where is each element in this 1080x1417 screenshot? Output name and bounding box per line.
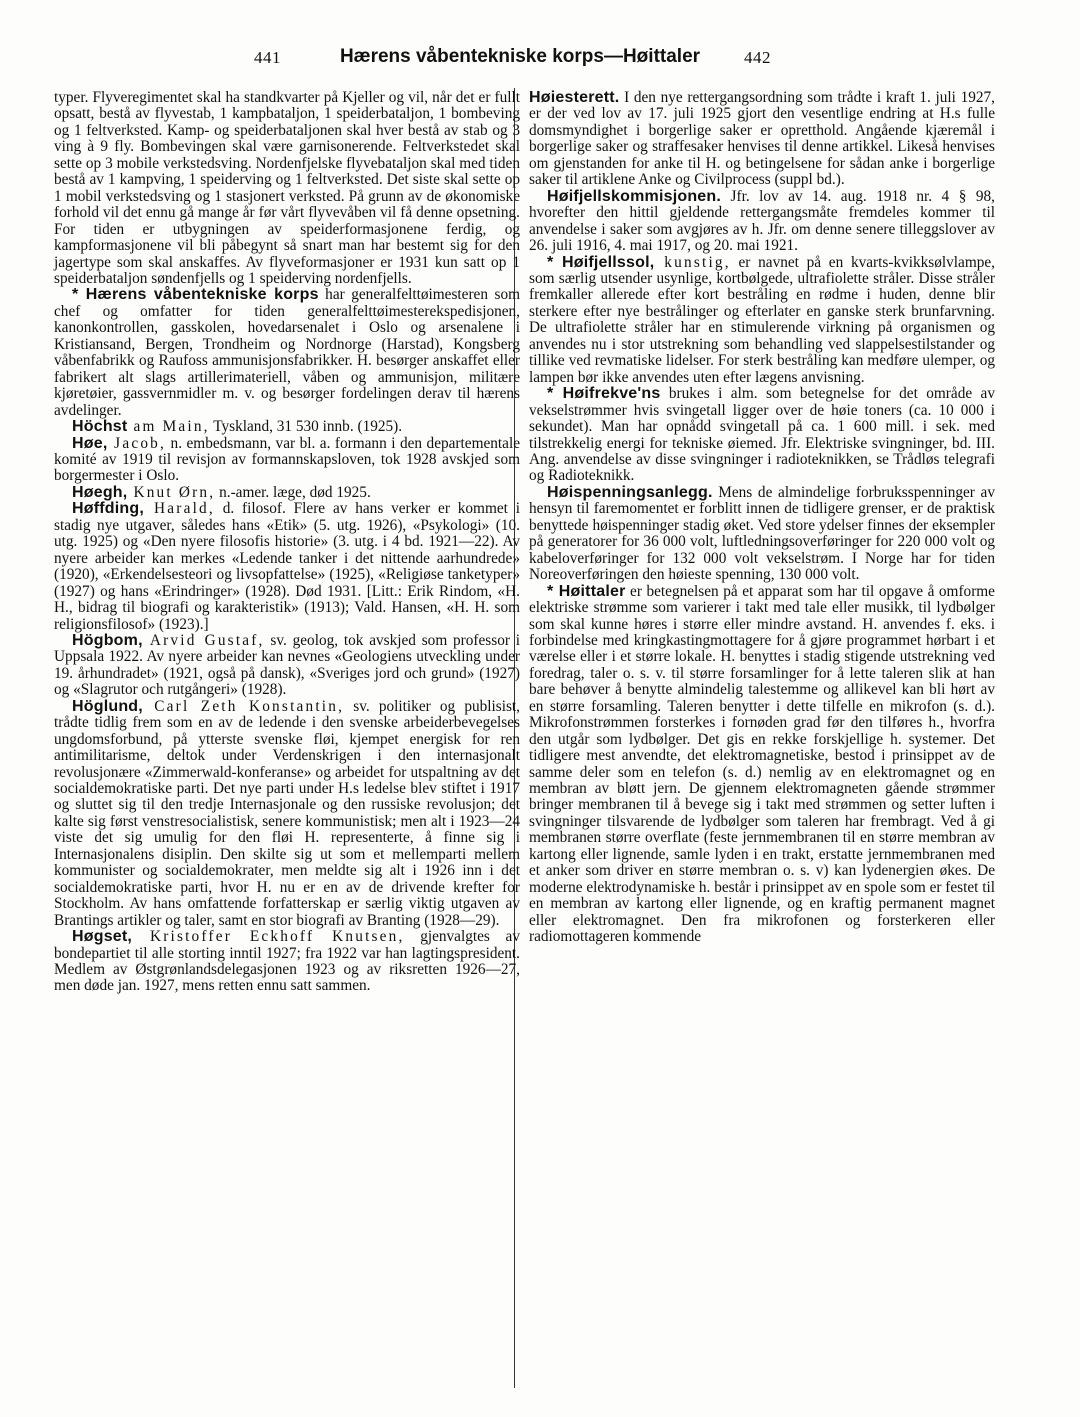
entry-headword: Høispenningsanlegg. <box>547 483 713 501</box>
page-number-right: 442 <box>744 48 771 67</box>
entry-text: er betegnelsen på et apparat som har til opgave å omforme elektriske strømme som varierer i takt med tale eller musikk, til lydbølger som skal kunne høres i større eller mindre avstand. H. anvendes f. eks. i forbindelse med kringkastingmottagere for å gjøre programmet hørbart i et værelse eller i et større lokale. H. benyttes i stadig stigende utstrekning ved foredrag, taler o. s. v. til større forsamlinger for å lette taleren slik at han bare behøver å benytte almindelig talestemme og allikevel kan bli hørt av en større forsamling. Taleren benytter i dette tilfelle en mikrofon (s. d.). Mikrofonstrømmen forsterkes i fornøden grad før den tilføres h., hvorfra den utgår som lydbølger. Det gis en rekke forskjellige h. systemer. Det tidligere mest anvendte, det elektromagnetiske, bestod i prinsippet av de samme deler som en telefon (s. d.) nemlig av en elektromagnet og en membran av bløtt jern. De gjennem elektromagneten gående strømmer bringer membranen til å bevege sig i takt med strømmen og setter luften i svingninger tilsvarende de lydbølger som taleren har frembragt. Ved å gi membranen større overflate (feste jernmembranen til en større membran av kartong eller lignende, samle lyden i en trakt, erstatte jernmembranen med et anker som driver en større membran o. s. v) kan lydenergien økes. De moderne elektrodynamiske h. består i prinsippet av en spole som er festet til en membran av kartong eller lignende, og en kraftig permanent magnet eller elektromagnet. Den fra mikrofonen og forsterkeren eller radiomottageren kommende <box>529 582 996 946</box>
entry-spaced-name: kunstig, <box>654 253 731 271</box>
dictionary-entry <box>54 436 520 485</box>
dictionary-entry <box>529 584 995 946</box>
dictionary-entry <box>529 255 995 387</box>
entry-headword: Høe, <box>72 434 108 452</box>
entry-text: har generalfelttøimesteren som chef og omfatter for tiden generalfelttøimesterekspedisjonen, kanonkontrollen, gasskolen, hovedarsenalet i Oslo og arsenalene i Kristiansand, Bergen, Trondheim og Nordnorge (Harstad), Kongsberg våbenfabrikk og Raufoss ammunisjonsfabrikker. H. besørger anskaffet eller fabrikert alt slags artillerimateriell, våben og ammunisjon, militære kjøretøier, gassvernmidler m. v. og besørger fordelingen derav til hærens avdelinger. <box>54 286 520 419</box>
entry-headword: * Høittaler <box>547 582 626 600</box>
entry-headword: Höglund, <box>72 697 143 715</box>
entry-text: brukes i alm. som betegnelse for det område av vekselstrømmer hvis svingetall ligger over de høie toners (ca. 10 000 i sekundet). Man har opnådd svingetall på ca. 1 600 mill. i sek. med tilstrekkelig energi for tekniske øiemed. Jfr. Elektriske svingninger, bd. III. Ang. anvendelse av disse svingninger i radioteknikken, se Trådløs telegrafi og Radioteknikk. <box>529 385 995 485</box>
entry-text: Mens de almindelige forbruksspenninger av hensyn til faremomentet er forblitt innen de tidligere grenser, er de praktisk benyttede høispenninger stadig øket. Ved store ydelser finnes der eksempler på generatorer for 36 000 volt, luftledningsoverføringer for 220 000 volt og kabeloverføringer for 132 000 volt vekselstrøm. I Norge har for tiden Noreoverføringen den høieste spenning, 130 000 volt. <box>529 483 995 584</box>
dictionary-entry <box>54 633 520 699</box>
entry-text: I den nye rettergangsordning som trådte i kraft 1. juli 1927, er der ved lov av 17. juli 1925 gjort den vesentlige endring at H.s fulle domsmyndighet i borgerlige saker er opretthold. Angående kjæremål i borgerlige saker og straffesaker henvises til denne artikkel. Likeså henvises om gjenstanden for anke til H. og betingelsene for sådan anke i borgerlige saker til artiklene Anke og Civilprocess (suppl bd.). <box>529 89 995 189</box>
dictionary-entry <box>529 485 995 584</box>
entry-text: er navnet på en kvarts-kvikksølvlampe, som særlig utsender usynlige, kortbølgede, ultrafiolette stråler. Disse stråler fremkaller allerede efter kort bestråling en rødme i huden, denne blir sterkere efter nye bestrålinger og efterlater en ganske sterk brunfarvning. De ultrafiolette stråler har en stimulerende virkning på organismen og anvendes nu i stor utstrekning som behandling ved slappelsestilstander og tillike ved revmatiske lidelser. For sterk bestråling kan medføre ulemper, og lampen bør ikke anvendes uten efter lægens anvisning. <box>529 253 995 386</box>
dictionary-entry <box>54 90 520 287</box>
entry-headword: Høifjellskommisjonen. <box>547 187 722 205</box>
entry-headword: * Høifrekve'ns <box>547 385 661 403</box>
entry-spaced-name: Kristoffer Eckhoff Knutsen, <box>132 928 405 946</box>
left-column <box>54 90 520 995</box>
page-header <box>0 46 1080 72</box>
entry-text: n.-amer. læge, død 1925. <box>215 483 371 501</box>
entry-spaced-name: Arvid Gustaf, <box>142 631 265 649</box>
dictionary-entry <box>54 699 520 929</box>
entry-spaced-name: Carl Zeth Konstantin, <box>142 697 345 715</box>
dictionary-entry <box>54 485 520 501</box>
entry-headword: * Høifjellssol, <box>547 253 655 271</box>
entry-headword: Høiesterett. <box>529 89 620 106</box>
entry-text: d. filosof. Flere av hans verker er kommet i stadig nye utgaver, således hans «Etik» (5. utg. 1926), «Psykologi» (10. utg. 1925) og «Den nyere filosofis historie» (3. utg. i 4 bd. 1921—22). Av nyere arbeider kan merkes «Ledende tanker i det nittende aarhundrede» (1920), «Erkendelsesteori og livsopfattelse» (1925), «Religiøse tanketyper» (1927) og hans «Erindringer» (1928). Død 1931. [Litt.: Erik Rindom, «H. H., bidrag til biografi og karakteristik» (1913); Vald. Hansen, «H. H. som religionsfilosof» (1923).] <box>54 500 520 633</box>
entry-headword: Höchst <box>72 418 128 436</box>
running-title: Hærens våbentekniske korps—Høittaler <box>339 46 701 67</box>
entry-headword: Høgset, <box>72 928 133 946</box>
entry-text: typer. Flyveregimentet skal ha standkvarter på Kjeller og vil, når det er fullt opsatt, bestå av flyvestab, 1 kampbataljon, 1 speiderbataljon, 1 bombeving og 1 feltverksted. Kamp- og speiderbataljonen skal hver bestå av stab og 3 ving à 9 fly. Bombevingen skal være garnisonerende. Feltverkstedet skal sette op 3 mobile verkstedsving. Nordenfjelske flyvebataljon skal med tiden bestå av 1 kampving, 1 speiderving og 1 feltverksted. Det siste skal sette op 1 mobil verkstedsving og 1 stasjonert verksted. På grunn av de økonomiske forhold vil det ennu gå mange år før vårt flyvevåben vil få denne opsetning. For tiden er utbygningen av speiderformasjonene ferdig, og kampformasjonene vil bli påbegynt så snart man har bestemt sig for den jagertype som skal anskaffes. Av flyveformasjoner er 1931 kun satt op 1 speiderbataljon søndenfjells og 1 speiderving nordenfjells. <box>54 89 520 287</box>
dictionary-entry <box>529 189 995 255</box>
right-column <box>529 90 995 946</box>
entry-spaced-name: Jacob, <box>107 434 167 452</box>
entry-text: Jfr. lov av 14. aug. 1918 nr. 4 § 98, hvorefter den hittil gjeldende rettergangsmåte fremdeles kommer til anvendelse i saker som avgjøres av h. Jfr. om denne senere tilleggslover av 26. juli 1916, 4. mai 1917, og 20. mai 1921. <box>529 187 995 255</box>
entry-text: n. embedsmann, var bl. a. formann i den departementale komité av 1919 til revisjon av formannskapsloven, tok 1928 avskjed som borgermester i Oslo. <box>54 434 520 485</box>
entry-headword: Høegh, <box>72 483 128 501</box>
entry-spaced-name: Knut Ørn, <box>127 483 216 501</box>
page-number-left: 441 <box>254 48 281 67</box>
dictionary-entry <box>529 386 995 485</box>
entry-text: sv. politiker og publisist, trådte tidlig frem som en av de ledende i den svenske arbeiderbevegelses ungdomsforbund, på ytterste svenske fløi, kjempet energisk for ren antimilitarisme, deltok under Verdenskrigen i den internasjonalt revolusjonære «Zimmerwald-konferanse» og arbeidet for utspaltning av det socialdemokratiske parti. Det nye parti under H.s ledelse blev stiftet i 1917 og sluttet sig til den tredje Internasjonale og den russiske revolusjon; det kalte sig først venstresocialistisk, senere kommunistisk; men alt i 1923—24 viste det sig umulig for den fløi H. representerte, å finne sig i Internasjonalens disiplin. Den skilte sig ut som et mellemparti mellem kommunister og socialdemokrater, men meldte sig alt i 1926 inn i det socialdemokratiske parti, hvor H. nu er en av de drivende krefter for Stockholm. Av hans omfattende forfatterskap er særlig viktig utgaven av Brantings artikler og taler, samt en stor biografi av Branting (1928—29). <box>54 697 520 929</box>
entry-text: Tyskland, 31 530 innb. (1925). <box>209 418 403 436</box>
dictionary-entry <box>529 90 995 189</box>
dictionary-entry <box>54 419 520 435</box>
entry-headword: * Hærens våbentekniske korps <box>72 286 319 304</box>
entry-spaced-name: am Main, <box>127 418 210 436</box>
entry-spaced-name: Harald, <box>144 500 215 518</box>
entry-headword: Högbom, <box>72 631 143 649</box>
entry-text: sv. geolog, tok avskjed som professor i Uppsala 1922. Av nyere arbeider kan nevnes «Geologiens utveckling under 19. århundradet» (1921, også på dansk), «Sveriges jord och grund» (1927) og «Slagrutor och rutgångeri» (1928). <box>54 631 520 699</box>
entry-text: gjenvalgtes av bondepartiet til alle storting inntil 1927; fra 1922 var han lagtingspresident. Medlem av Østgrønlandsdelegasjonen 1923 og av riksretten 1926—27, men døde jan. 1927, mens retten ennu satt sammen. <box>54 928 520 995</box>
dictionary-entry <box>54 287 520 419</box>
dictionary-entry <box>54 501 520 633</box>
entry-headword: Høffding, <box>72 500 144 518</box>
dictionary-entry <box>54 929 520 995</box>
